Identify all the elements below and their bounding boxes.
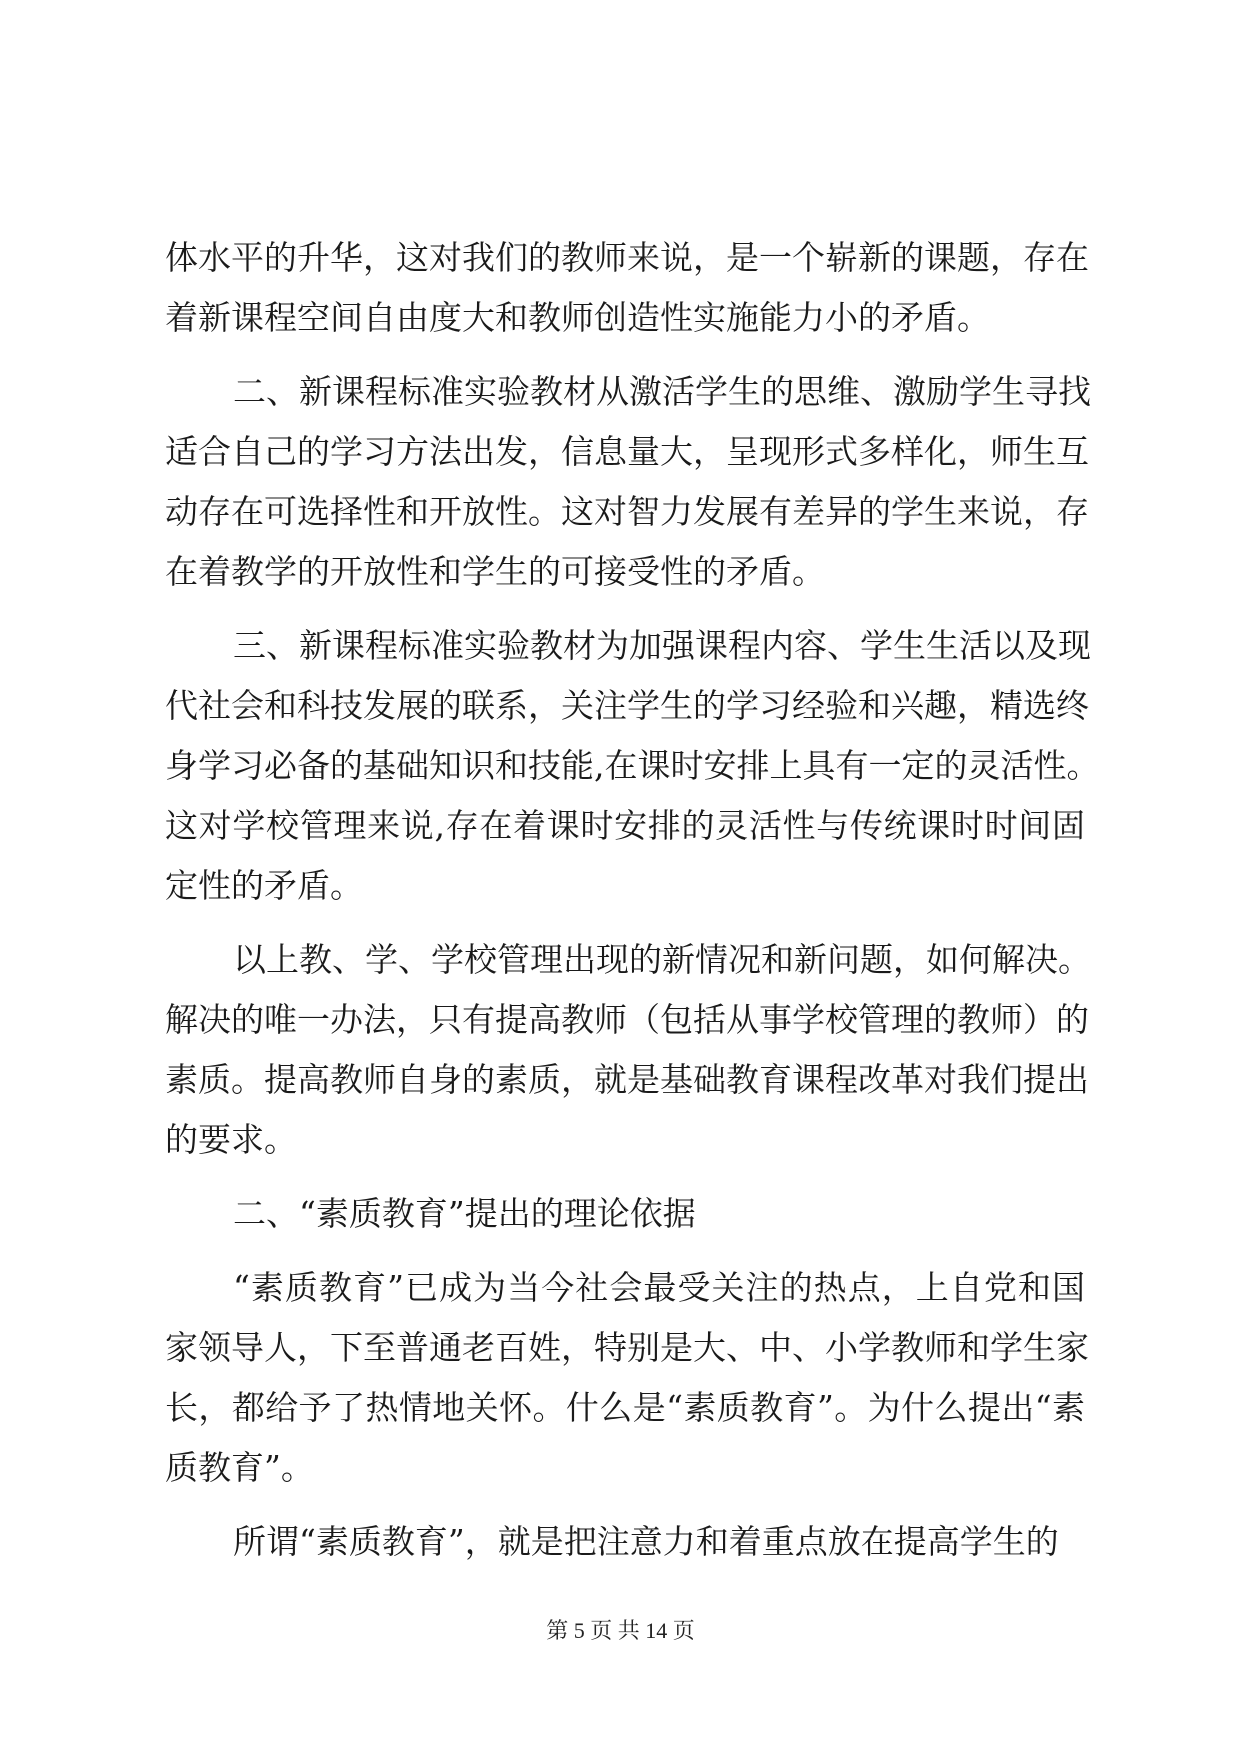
text-line: 适合自己的学习方法出发，信息量大，呈现形式多样化，师生互 <box>165 432 1089 471</box>
text-line: 这对学校管理来说,存在着课时安排的灵活性与传统课时时间固 <box>165 806 1085 845</box>
text-line: 长，都给予了热情地关怀。什么是“素质教育”。为什么提出“素 <box>165 1388 1085 1427</box>
text-line: 定性的矛盾。 <box>165 866 363 905</box>
text-line: 动存在可选择性和开放性。这对智力发展有差异的学生来说，存 <box>165 492 1089 531</box>
paragraph-gap <box>165 1244 1085 1258</box>
paragraph-gap <box>165 1170 1085 1184</box>
text-line: 素质。提高教师自身的素质，就是基础教育课程改革对我们提出 <box>165 1060 1089 1099</box>
text-line: 解决的唯一办法，只有提高教师（包括从事学校管理的教师）的 <box>165 1000 1089 1039</box>
paragraph <box>165 1258 1089 1498</box>
paragraph <box>165 930 1091 1170</box>
text-line: 代社会和科技发展的联系，关注学生的学习经验和兴趣，精选终 <box>165 686 1089 725</box>
paragraph-gap <box>165 348 1085 362</box>
paragraph <box>165 362 1091 602</box>
text-line: 着新课程空间自由度大和教师创造性实施能力小的矛盾。 <box>165 298 990 337</box>
paragraph <box>165 1184 1085 1244</box>
text-line: 三、新课程标准实验教材为加强课程内容、学生生活以及现 <box>233 626 1091 665</box>
text-line: 在着教学的开放性和学生的可接受性的矛盾。 <box>165 552 825 591</box>
paragraph-gap <box>165 1498 1085 1512</box>
text-line: 二、“素质教育”提出的理论依据 <box>233 1194 696 1233</box>
paragraph <box>165 616 1100 916</box>
text-line: 二、新课程标准实验教材从激活学生的思维、激励学生寻找 <box>233 372 1091 411</box>
text-line: 身学习必备的基础知识和技能,在课时安排上具有一定的灵活性。 <box>165 746 1100 785</box>
paragraph-gap <box>165 916 1085 930</box>
text-line: 以上教、学、学校管理出现的新情况和新问题，如何解决。 <box>233 940 1091 979</box>
text-line: 所谓“素质教育”，就是把注意力和着重点放在提高学生的 <box>233 1522 1059 1561</box>
paragraph <box>165 228 1089 348</box>
text-line: 质教育”。 <box>165 1448 314 1487</box>
text-line: 体水平的升华，这对我们的教师来说，是一个崭新的课题，存在 <box>165 238 1089 277</box>
text-line: 家领导人，下至普通老百姓，特别是大、中、小学教师和学生家 <box>165 1328 1089 1367</box>
page-number: 第 5 页 共 14 页 <box>546 1618 695 1643</box>
document-body <box>165 228 1100 1572</box>
paragraph <box>165 1512 1085 1572</box>
text-line: “素质教育”已成为当今社会最受关注的热点，上自党和国 <box>233 1268 1085 1307</box>
paragraph-gap <box>165 602 1085 616</box>
text-line: 的要求。 <box>165 1120 297 1159</box>
page-footer <box>0 1614 1241 1645</box>
